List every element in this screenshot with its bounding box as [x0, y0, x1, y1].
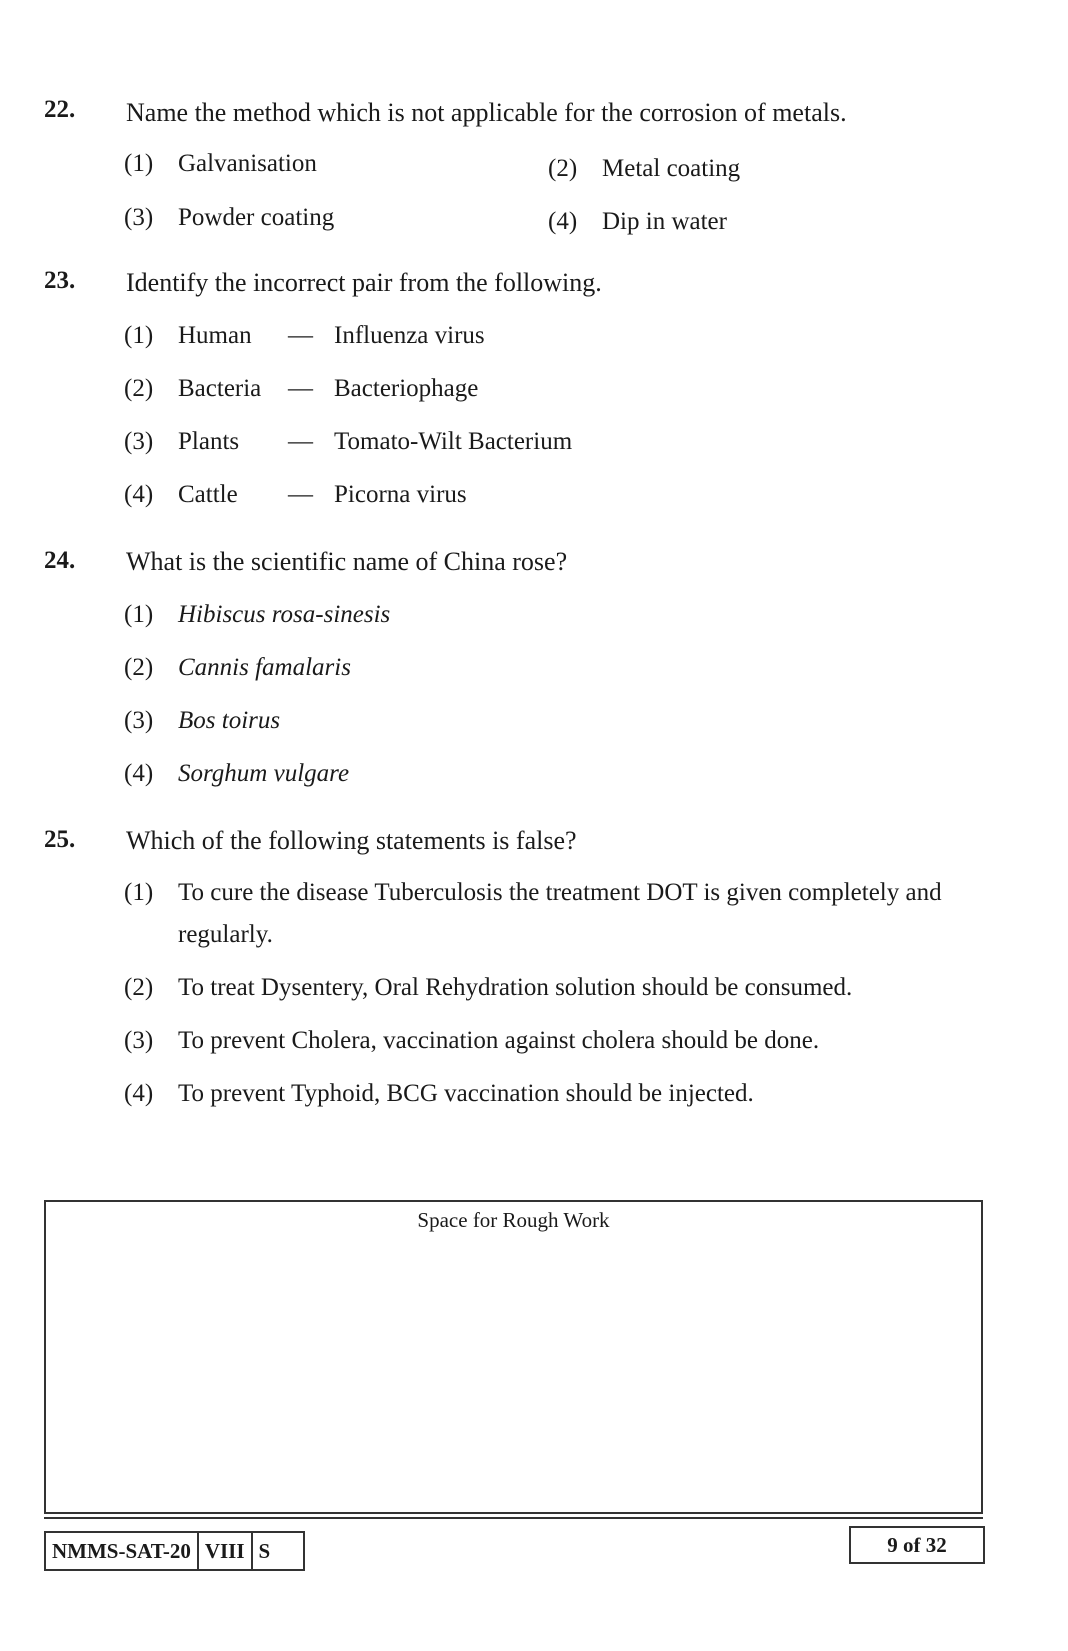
option-3: (3) Bos toirus — [124, 707, 281, 734]
question-text: Which of the following statements is false? — [126, 826, 577, 855]
option-1: (1) To cure the disease Tuberculosis the treatment DOT is given completely and regularly. — [124, 879, 942, 948]
option-4: (4) Dip in water — [548, 208, 727, 235]
option-3: (3) Plants — Tomato-Wilt Bacterium — [124, 428, 573, 455]
question-number: 24. — [44, 547, 76, 574]
option-2: (2) Metal coating — [548, 155, 741, 182]
question-number: 22. — [44, 96, 76, 123]
option-1: (1) Hibiscus rosa-sinesis — [124, 601, 391, 628]
paper-code — [44, 1531, 305, 1571]
paper-code-class: VIII — [197, 1533, 251, 1569]
question-text: What is the scientific name of China rose? — [126, 547, 568, 576]
paper-code-exam: NMMS-SAT-20 — [52, 1539, 191, 1563]
page-number: 9 of 32 — [849, 1526, 985, 1564]
option-2: (2) Cannis famalaris — [124, 654, 351, 681]
rough-work-title: Space for Rough Work — [417, 1208, 610, 1232]
option-3: (3) Powder coating — [124, 204, 335, 231]
option-3: (3) To prevent Cholera, vaccination against cholera should be done. — [124, 1027, 820, 1054]
option-4: (4) Sorghum vulgare — [124, 760, 350, 787]
rough-work-divider — [44, 1517, 983, 1519]
question-number: 25. — [44, 826, 76, 853]
option-2: (2) Bacteria — Bacteriophage — [124, 375, 479, 402]
option-4: (4) To prevent Typhoid, BCG vaccination should be injected. — [124, 1080, 754, 1107]
option-1: (1) Galvanisation — [124, 150, 317, 177]
rough-work-box — [44, 1200, 983, 1514]
question-text: Identify the incorrect pair from the following. — [126, 268, 602, 297]
option-4: (4) Cattle — Picorna virus — [124, 481, 467, 508]
question-number: 23. — [44, 267, 76, 294]
option-2: (2) To treat Dysentery, Oral Rehydration solution should be consumed. — [124, 974, 853, 1001]
paper-code-set: S — [251, 1533, 303, 1569]
question-text: Name the method which is not applicable for the corrosion of metals. — [126, 98, 847, 127]
option-1: (1) Human — Influenza virus — [124, 322, 485, 349]
